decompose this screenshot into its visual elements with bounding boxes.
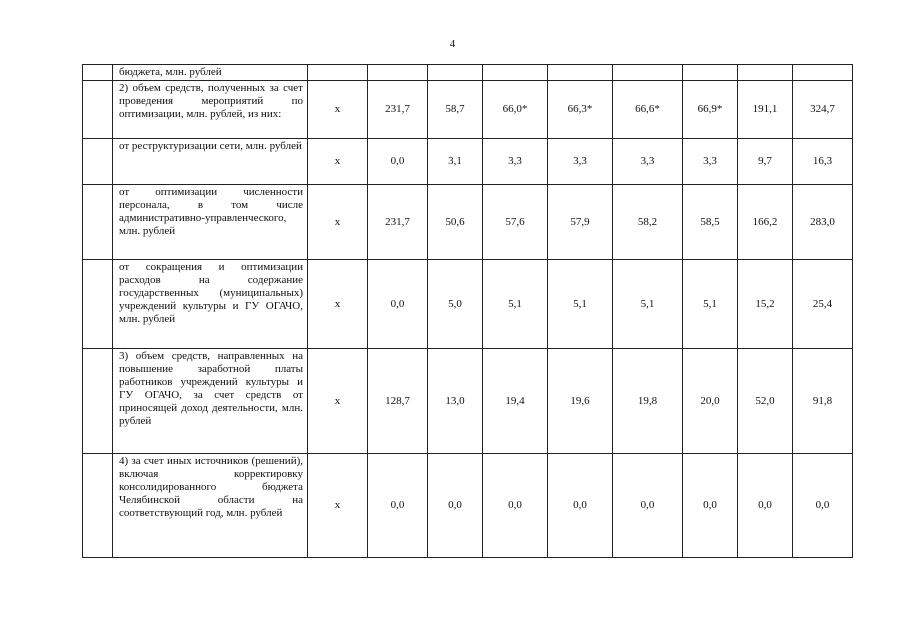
value-cell: 19,8	[613, 349, 683, 454]
value-cell: 58,2	[613, 185, 683, 260]
row-description: от сокращения и оптимизации расходов на содержание государственных (муниципальных) учреждений культуры и ГУ ОГАЧО, млн. рублей	[113, 260, 308, 349]
value-cell: 9,7	[738, 139, 793, 185]
table-row	[83, 65, 853, 81]
value-cell: 58,5	[683, 185, 738, 260]
value-cell: 0,0	[368, 260, 428, 349]
value-cell: 58,7	[428, 81, 483, 139]
value-cell: 15,2	[738, 260, 793, 349]
row-index-cell	[83, 139, 113, 185]
row-description: 3) объем средств, направленных на повышение заработной платы работников учреждений культуры и ГУ ОГАЧО, за счет средств от приносящей доход деятельности, млн. рублей	[113, 349, 308, 454]
value-cell: 3,3	[483, 139, 548, 185]
value-cell: 3,3	[683, 139, 738, 185]
value-cell: 5,0	[428, 260, 483, 349]
value-cell: 52,0	[738, 349, 793, 454]
value-cell: 91,8	[793, 349, 853, 454]
value-cell: 191,1	[738, 81, 793, 139]
value-cell: 0,0	[368, 454, 428, 558]
table-row	[83, 349, 853, 454]
value-cell: 57,6	[483, 185, 548, 260]
value-cell	[483, 65, 548, 81]
value-cell	[738, 65, 793, 81]
value-cell: 166,2	[738, 185, 793, 260]
value-cell: 16,3	[793, 139, 853, 185]
value-cell: 66,9*	[683, 81, 738, 139]
row-index-cell	[83, 81, 113, 139]
value-cell	[613, 65, 683, 81]
value-cell: 50,6	[428, 185, 483, 260]
value-cell: х	[308, 454, 368, 558]
page-number: 4	[449, 38, 456, 50]
value-cell: 0,0	[683, 454, 738, 558]
budget-table	[82, 64, 853, 558]
value-cell: 13,0	[428, 349, 483, 454]
value-cell: 3,3	[613, 139, 683, 185]
value-cell: х	[308, 185, 368, 260]
value-cell: 0,0	[368, 139, 428, 185]
table-row	[83, 260, 853, 349]
row-index-cell	[83, 65, 113, 81]
value-cell: 66,0*	[483, 81, 548, 139]
table-row	[83, 81, 853, 139]
value-cell: 0,0	[738, 454, 793, 558]
table-row	[83, 185, 853, 260]
value-cell: х	[308, 139, 368, 185]
row-description: от оптимизации численности персонала, в том числе административно-управленческого, млн. рублей	[113, 185, 308, 260]
row-description: от реструктуризации сети, млн. рублей	[113, 139, 308, 185]
value-cell: х	[308, 349, 368, 454]
value-cell: 57,9	[548, 185, 613, 260]
value-cell: 5,1	[613, 260, 683, 349]
value-cell: 66,3*	[548, 81, 613, 139]
row-index-cell	[83, 454, 113, 558]
row-description: 4) за счет иных источников (решений), включая корректировку консолидированного бюджета Челябинской области на соответствующий год, млн. рублей	[113, 454, 308, 558]
value-cell: 0,0	[483, 454, 548, 558]
value-cell	[428, 65, 483, 81]
value-cell: 20,0	[683, 349, 738, 454]
value-cell: 5,1	[683, 260, 738, 349]
table-row	[83, 454, 853, 558]
value-cell: 3,1	[428, 139, 483, 185]
value-cell: 25,4	[793, 260, 853, 349]
value-cell	[793, 65, 853, 81]
value-cell: 5,1	[548, 260, 613, 349]
value-cell	[368, 65, 428, 81]
value-cell: 324,7	[793, 81, 853, 139]
value-cell: 231,7	[368, 81, 428, 139]
value-cell: 19,4	[483, 349, 548, 454]
value-cell: 0,0	[613, 454, 683, 558]
value-cell	[308, 65, 368, 81]
value-cell: 128,7	[368, 349, 428, 454]
value-cell: 283,0	[793, 185, 853, 260]
value-cell: 0,0	[428, 454, 483, 558]
value-cell: 5,1	[483, 260, 548, 349]
row-description: 2) объем средств, полученных за счет проведения мероприятий по оптимизации, млн. рублей, из них:	[113, 81, 308, 139]
value-cell	[683, 65, 738, 81]
value-cell: х	[308, 81, 368, 139]
value-cell: 0,0	[793, 454, 853, 558]
row-index-cell	[83, 185, 113, 260]
value-cell: х	[308, 260, 368, 349]
value-cell: 66,6*	[613, 81, 683, 139]
row-index-cell	[83, 260, 113, 349]
value-cell	[548, 65, 613, 81]
value-cell: 0,0	[548, 454, 613, 558]
table-row	[83, 139, 853, 185]
value-cell: 3,3	[548, 139, 613, 185]
row-description: бюджета, млн. рублей	[113, 65, 308, 81]
value-cell: 231,7	[368, 185, 428, 260]
row-index-cell	[83, 349, 113, 454]
value-cell: 19,6	[548, 349, 613, 454]
